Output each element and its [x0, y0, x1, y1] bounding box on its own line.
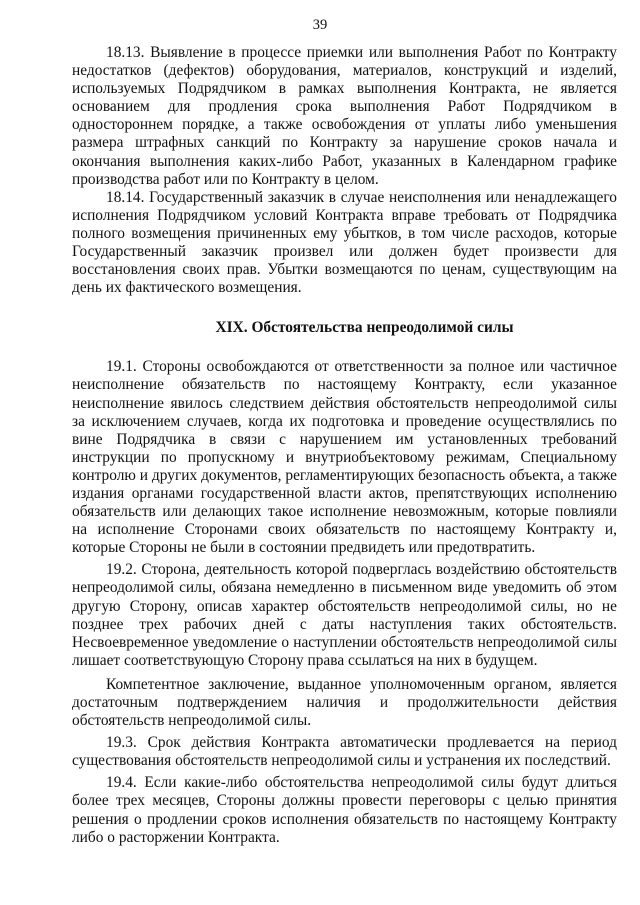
page-number: 39 [312, 17, 328, 33]
paragraph-19-2: 19.2. Сторона, деятельность которой подверглась воздействию обстоятельств непреодолимой силы, обязана немедленно в письменном виде уведомить об этом другую Сторону, описав характер обстоятельств непреодолимой силы, но не позднее трех рабочих дней с даты наступления таких обстоятельств. Несвоевременное уведомление о наступлении обстоятельств непреодолимой силы лишает соответствующую Сторону права ссылаться на них в будущем. [72, 561, 617, 669]
paragraph-19-3: 19.3. Срок действия Контракта автоматически продлевается на период существования обстоятельств непреодолимой силы и устранения их последствий. [72, 734, 617, 770]
paragraph-18-14: 18.14. Государственный заказчик в случае неисполнения или ненадлежащего исполнения Подрядчиком условий Контракта вправе требовать от Подрядчика полного возмещения причиненных ему убытков, в том числе расходов, которые Государственный заказчик произвел или должен будет произвести для восстановления своих прав. Убытки возмещаются по ценам, существующим на день их фактического возмещения. [72, 188, 617, 297]
paragraph-19-1: 19.1. Стороны освобождаются от ответственности за полное или частичное неисполнение обязательств по настоящему Контракту, если указанное неисполнение явилось следствием действия обстоятельств непреодолимой силы за исключением случаев, когда их подготовка и проведение осуществлялись по вине Подрядчика в связи с нарушением им установленных требований инструкции по пропускному и внутриобъектовому режимам, Специальному контролю и других документов, регламентирующих безопасность объекта, а также издания органами государственной власти актов, препятствующих исполнению обязательств или делающих такое исполнение невозможным, которые повлияли на исполнение Сторонами своих обязательств по настоящему Контракту и, которые Стороны не были в состоянии предвидеть или предотвратить. [72, 358, 617, 557]
section-title: XIX. Обстоятельства непреодолимой силы [215, 319, 514, 337]
paragraph-19-2-note: Компетентное заключение, выданное уполномоченным органом, является достаточным подтверждением наличия и продолжительности действия обстоятельств непреодолимой силы. [72, 675, 617, 730]
paragraph-18-13: 18.13. Выявление в процессе приемки или выполнения Работ по Контракту недостатков (дефектов) оборудования, материалов, конструкций и изделий, используемых Подрядчиком в рамках выполнения Контракта, не является основанием для продления срока выполнения Работ Подрядчиком в одностороннем порядке, а также освобождения от уплаты либо уменьшения размера штрафных санкций по Контракту за нарушение сроков начала и окончания выполнения каких-либо Работ, указанных в Календарном графике производства работ или по Контракту в целом. [72, 44, 617, 188]
document-body [72, 44, 617, 847]
paragraph-19-4: 19.4. Если какие-либо обстоятельства непреодолимой силы будут длиться более трех месяцев, Стороны должны провести переговоры с целью принятия решения о продлении сроков исполнения обязательств по настоящему Контракту либо о расторжении Контракта. [72, 774, 617, 846]
